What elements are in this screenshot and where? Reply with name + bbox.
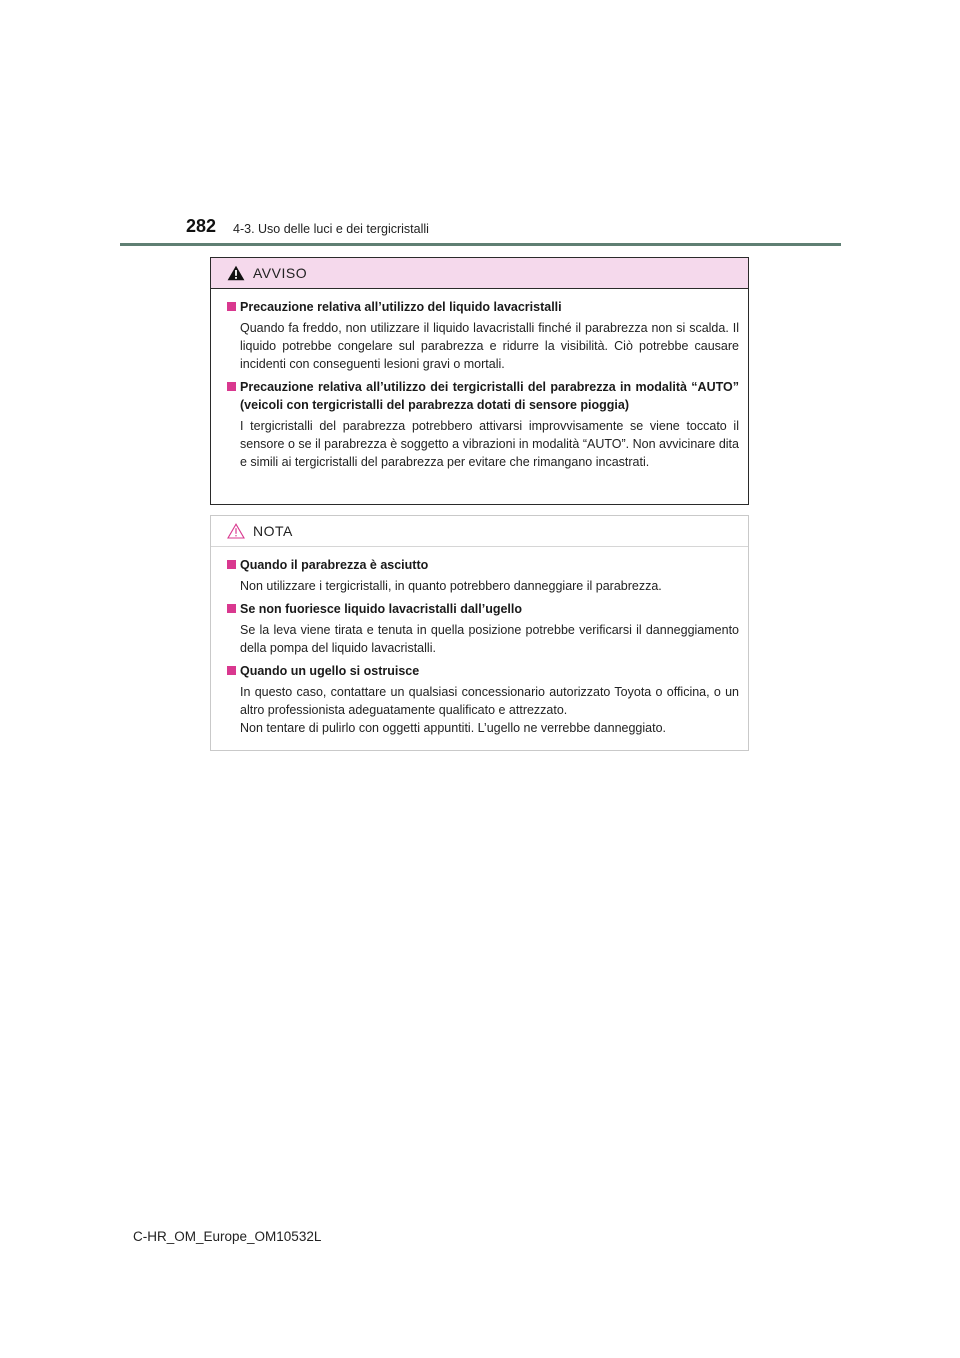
- page-number: 282: [186, 216, 217, 236]
- square-bullet-icon: [227, 666, 236, 675]
- notice-item-paragraph: In questo caso, contattare un qualsiasi concessionario autorizzato Toyota o officina, o un altro professionista adeguatamente qualificato e attrezzato.: [240, 685, 739, 717]
- notice-item: [227, 600, 739, 657]
- notice-body: [211, 547, 748, 737]
- warning-item: [227, 378, 739, 471]
- warning-item-title-text: Precauzione relativa all’utilizzo dei tergicristalli del parabrezza in modalità “AUTO” (veicoli con tergicristalli del parabrezza dotati di sensore pioggia): [240, 380, 739, 412]
- notice-item-paragraph: Non tentare di pulirlo con oggetti appuntiti. L’ugello ne verrebbe danneggiato.: [240, 721, 667, 735]
- warning-item-paragraph: I tergicristalli del parabrezza potrebbero attivarsi improvvisamente se viene toccato il sensore o se il parabrezza è soggetto a vibrazioni in modalità “AUTO”. Non avvicinare dita e simili ai tergicristalli del parabrezza per evitare che rimangano incastrati.: [240, 419, 739, 469]
- notice-item-title-text: Quando un ugello si ostruisce: [240, 664, 420, 678]
- notice-item-title: [227, 662, 739, 680]
- notice-item-title-text: Se non fuoriesce liquido lavacristalli dall’ugello: [240, 602, 523, 616]
- notice-item-title-text: Quando il parabrezza è asciutto: [240, 558, 429, 572]
- warning-item-title: [227, 298, 739, 316]
- warning-item-text: [227, 319, 739, 373]
- notice-item: [227, 556, 739, 595]
- notice-item-text: [227, 577, 739, 595]
- warning-body: [211, 289, 748, 471]
- warning-item-title-text: Precauzione relativa all’utilizzo del liquido lavacristalli: [240, 300, 562, 314]
- warning-box: [210, 257, 749, 505]
- warning-header: [211, 258, 748, 289]
- warning-title: AVVISO: [253, 265, 308, 281]
- notice-item-text: [227, 621, 739, 657]
- square-bullet-icon: [227, 604, 236, 613]
- warning-item: [227, 298, 739, 373]
- notice-box: [210, 515, 749, 751]
- warning-item-paragraph: Quando fa freddo, non utilizzare il liquido lavacristalli finché il parabrezza non si scalda. Il liquido potrebbe congelare sul parabrezza e ridurre la visibilità. Ciò potrebbe causare incidenti con conseguenti lesioni gravi o mortali.: [240, 321, 739, 371]
- warning-item-title: [227, 378, 739, 414]
- warning-triangle-icon: [227, 265, 245, 281]
- caution-triangle-outline-icon: [227, 523, 245, 539]
- notice-title: NOTA: [253, 523, 293, 539]
- warning-item-text: [227, 417, 739, 471]
- section-title: 4-3. Uso delle luci e dei tergicristalli: [233, 222, 429, 236]
- notice-item-paragraph: Non utilizzare i tergicristalli, in quanto potrebbero danneggiare il parabrezza.: [240, 579, 662, 593]
- notice-header: [211, 516, 748, 547]
- notice-item-title: [227, 600, 739, 618]
- notice-item-title: [227, 556, 739, 574]
- square-bullet-icon: [227, 382, 236, 391]
- notice-item-text: [227, 683, 739, 737]
- notice-item-paragraph: Se la leva viene tirata e tenuta in quella posizione potrebbe verificarsi il danneggiamento della pompa del liquido lavacristalli.: [240, 623, 739, 655]
- notice-item: [227, 662, 739, 737]
- document-code: C-HR_OM_Europe_OM10532L: [133, 1229, 322, 1244]
- square-bullet-icon: [227, 560, 236, 569]
- header-rule: [120, 243, 841, 246]
- square-bullet-icon: [227, 302, 236, 311]
